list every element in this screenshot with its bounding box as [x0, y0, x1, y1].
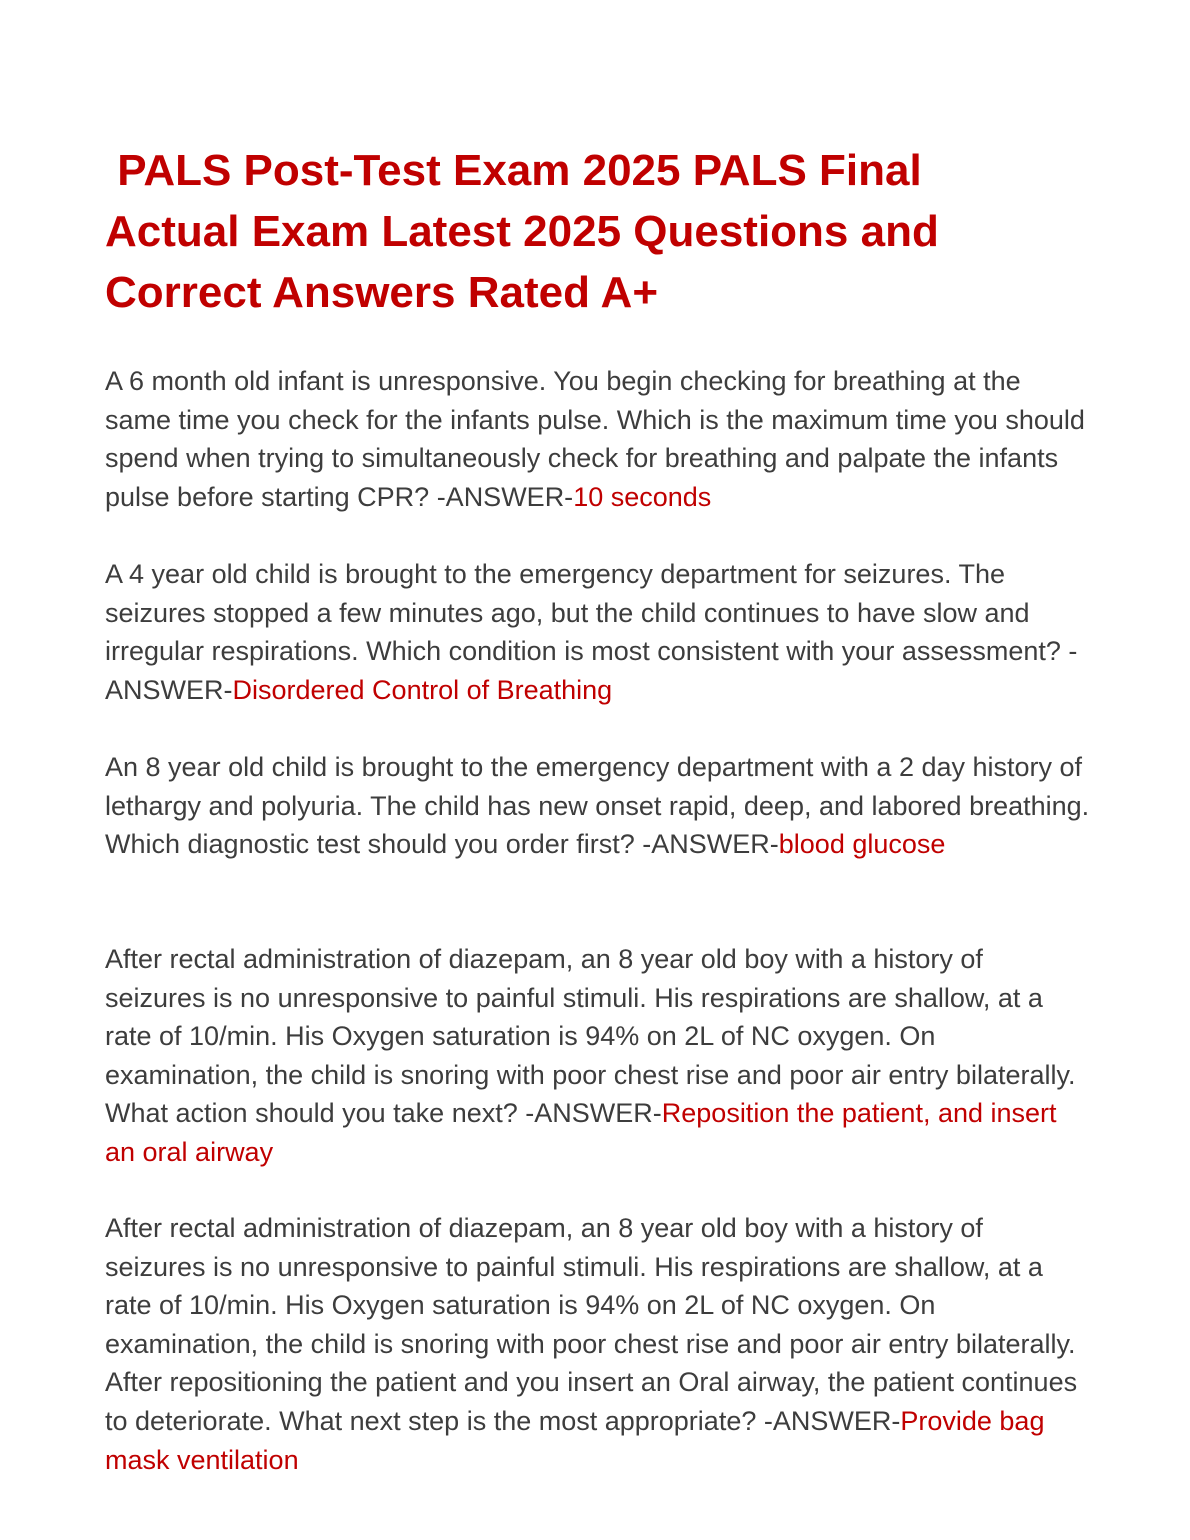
qa-item-2: [105, 555, 1090, 709]
qa-item-4: [105, 940, 1090, 1172]
question-text: A 6 month old infant is unresponsive. You begin checking for breathing at the same time you check for the infants pulse. Which is the maximum time you should spend when trying to simultaneously check for breathing and palpate the infants pulse before starting CPR?: [105, 366, 1085, 512]
qa-item-1: [105, 362, 1090, 516]
answer-marker: -ANSWER-: [436, 481, 574, 512]
question-text: After rectal administration of diazepam, an 8 year old boy with a history of seizures is no unresponsive to painful stimuli. His respirations are shallow, at a rate of 10/min. His Oxygen saturation is 94% on 2L of NC oxygen. On examination, the child is snoring with poor chest rise and poor air entry bilaterally. After repositioning the patient and you insert an Oral airway, the patient continues to deteriorate. What next step is the most appropriate?: [105, 1213, 1078, 1436]
answer-text: 10 seconds: [573, 481, 712, 512]
answer-marker: -ANSWER-: [642, 829, 779, 860]
answer-marker: -ANSWER-: [105, 636, 1078, 705]
question-text: A 4 year old child is brought to the emergency department for seizures. The seizures stopped a few minutes ago, but the child continues to have slow and irregular respirations. Which condition is most consistent with your assessment?: [105, 559, 1069, 667]
question-text: After rectal administration of diazepam, an 8 year old boy with a history of seizures is no unresponsive to painful stimuli. His respirations are shallow, at a rate of 10/min. His Oxygen saturation is 94% on 2L of NC oxygen. On examination, the child is snoring with poor chest rise and poor air entry bilaterally. What action should you take next?: [105, 944, 1076, 1129]
answer-text: Disordered Control of Breathing: [232, 674, 613, 705]
qa-item-5: [105, 1209, 1090, 1479]
answer-marker: -ANSWER-: [763, 1405, 901, 1436]
document-title: PALS Post-Test Exam 2025 PALS Final Actual Exam Latest 2025 Questions and Correct Answers Rated A+: [105, 146, 952, 317]
answer-text: Reposition the patient, and insert an oral airway: [105, 1098, 1057, 1167]
answer-text: Provide bag mask ventilation: [105, 1405, 1045, 1475]
answer-text: blood glucose: [778, 829, 946, 860]
question-text: An 8 year old child is brought to the emergency department with a 2 day history of lethargy and polyuria. The child has new onset rapid, deep, and labored breathing. Which diagnostic test should you order first?: [105, 752, 1090, 860]
qa-item-3: [105, 748, 1090, 864]
answer-marker: -ANSWER-: [525, 1098, 662, 1129]
